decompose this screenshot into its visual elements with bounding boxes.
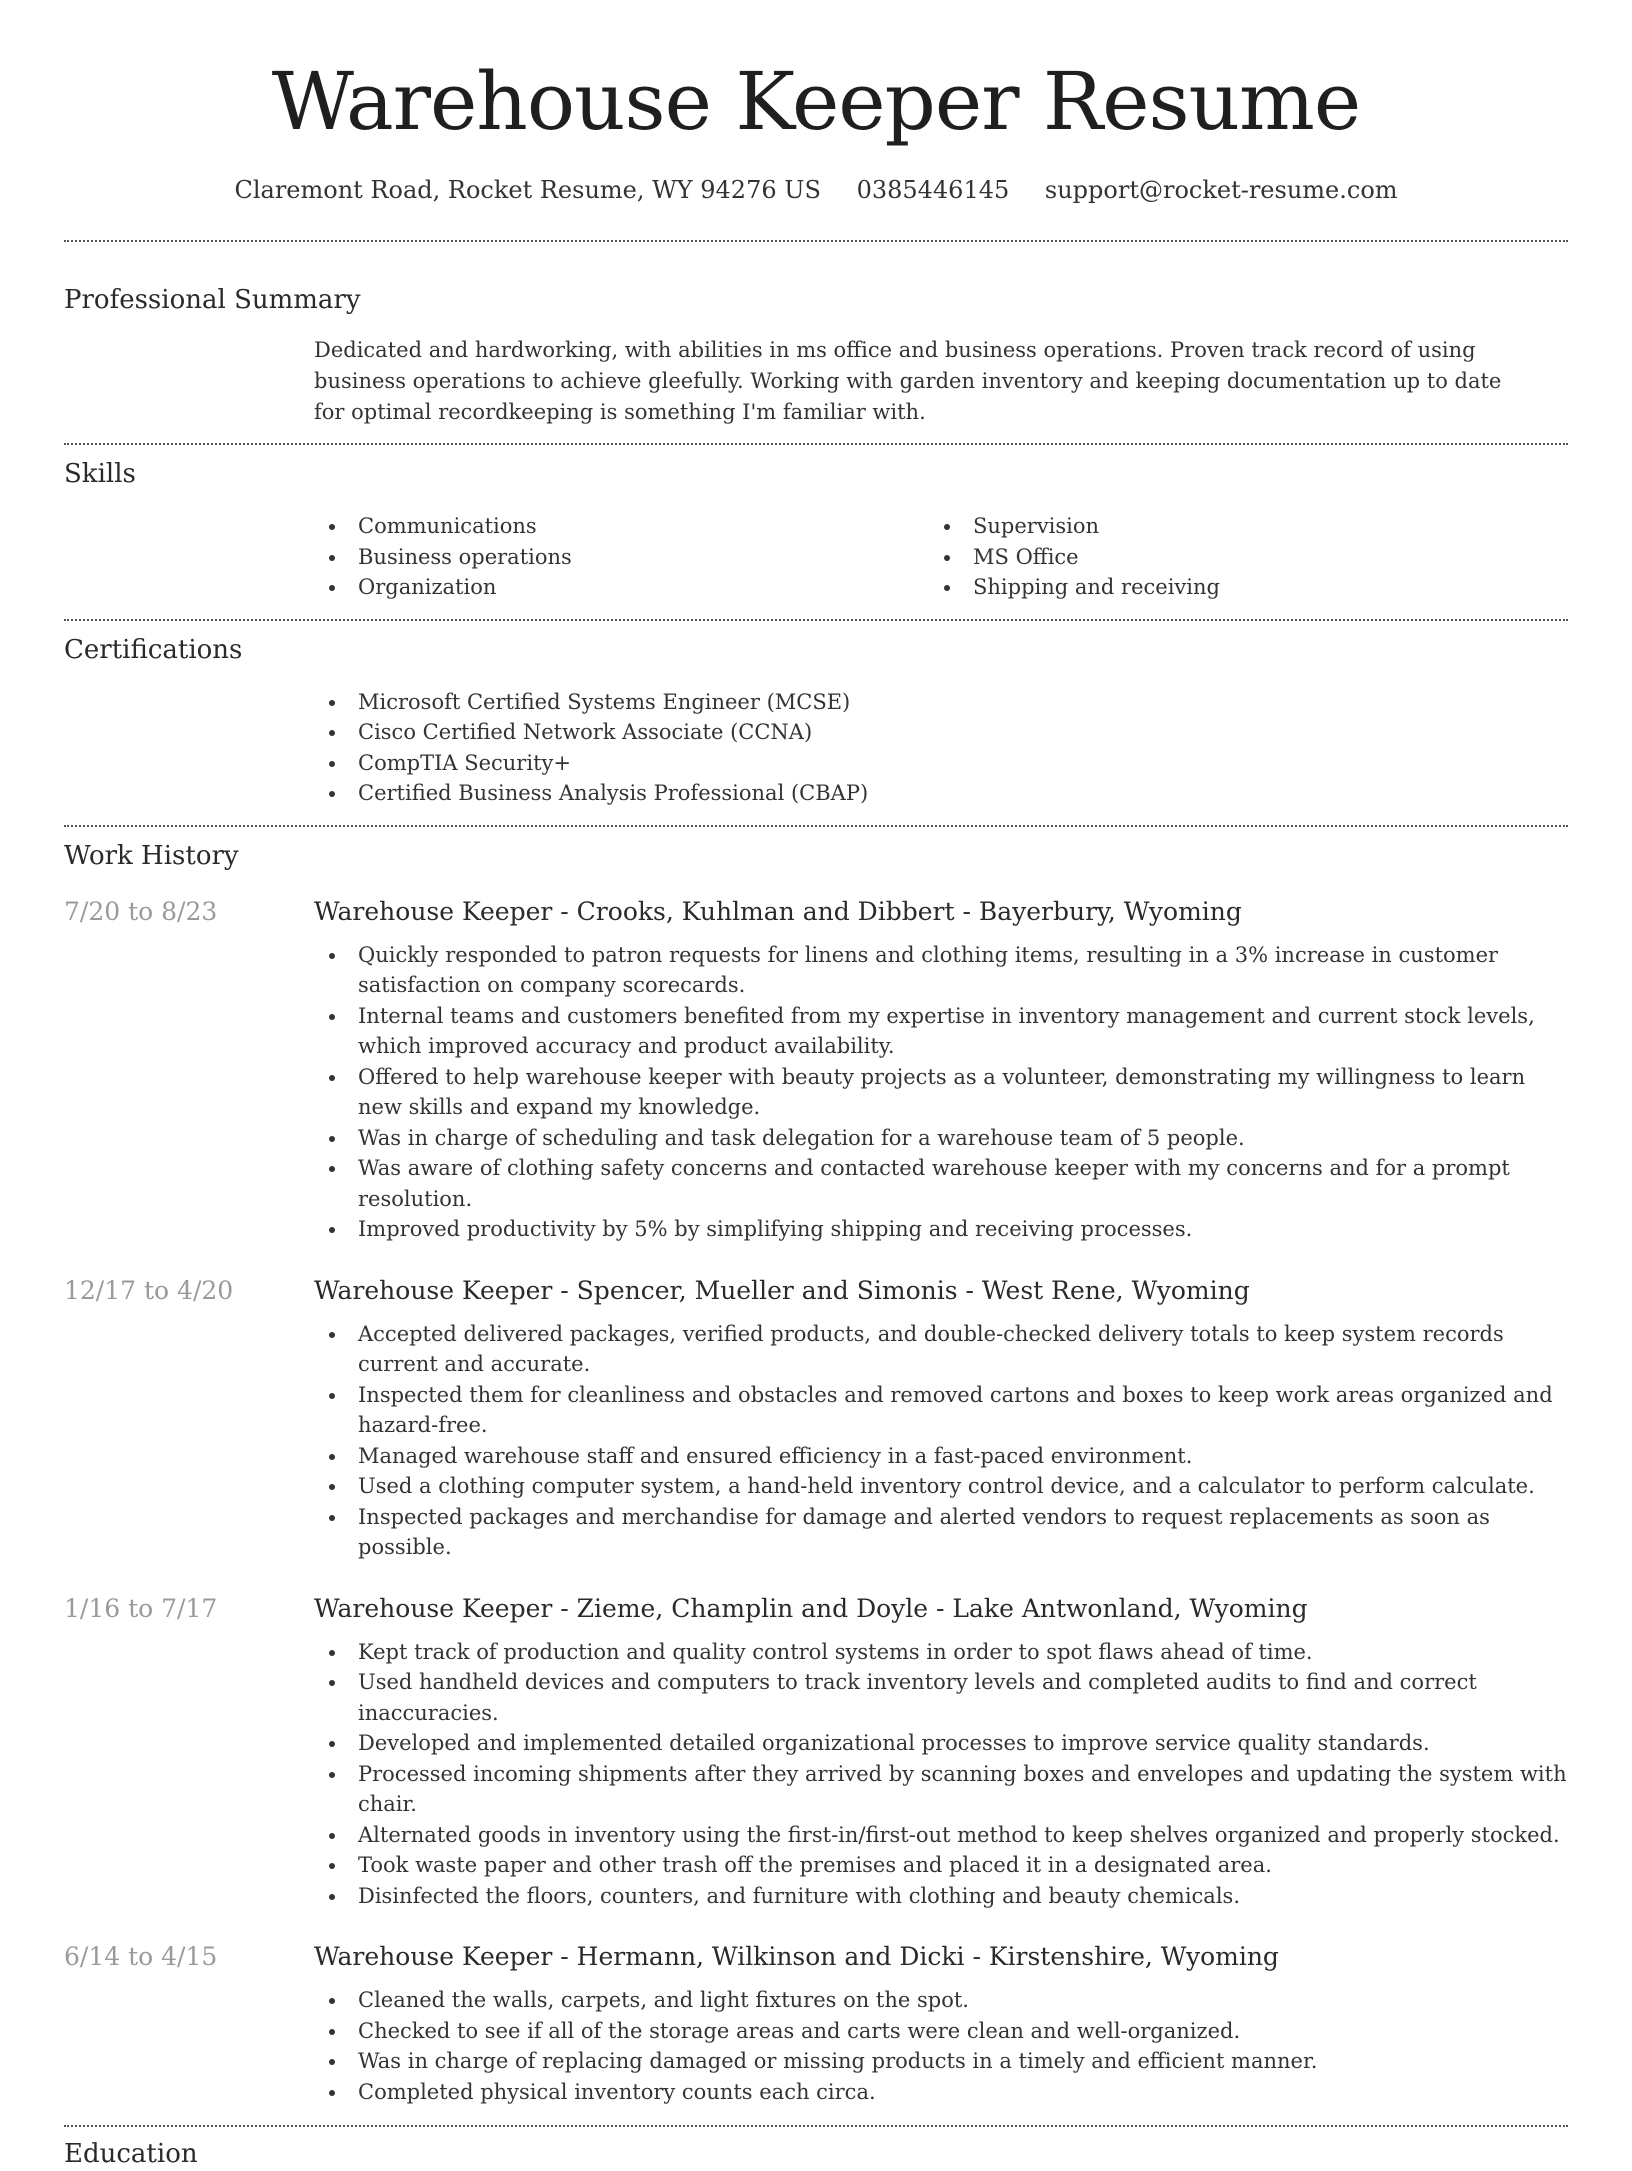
skills-heading: Skills bbox=[64, 459, 136, 489]
list-item: CompTIA Security+ bbox=[314, 748, 1568, 779]
certifications-list bbox=[314, 687, 1568, 809]
list-item: Kept track of production and quality control systems in order to spot flaws ahead of time. bbox=[314, 1637, 1568, 1668]
work-heading: Work History bbox=[64, 840, 239, 871]
certifications-section bbox=[64, 621, 1568, 809]
summary-heading: Professional Summary bbox=[64, 285, 361, 315]
list-item: Checked to see if all of the storage areas and carts were clean and well-organized. bbox=[314, 2016, 1568, 2047]
list-item: Organization bbox=[314, 572, 929, 603]
job-date: 1/16 to 7/17 bbox=[64, 1593, 218, 1623]
list-item: Improved productivity by 5% by simplifying shipping and receiving processes. bbox=[314, 1214, 1568, 1245]
contact-phone: 0385446145 bbox=[856, 176, 1010, 204]
work-section bbox=[64, 827, 1568, 2108]
list-item: Quickly responded to patron requests for linens and clothing items, resulting in a 3% increase in customer satisfaction on company scorecards. bbox=[314, 940, 1568, 1001]
summary-text: Dedicated and hardworking, with abilities in ms office and business operations. Proven track record of using business operations to achieve gleefully. Working with garden inventory and keeping documentation up to date for optimal recordkeeping is something I'm familiar with. bbox=[314, 338, 1502, 424]
list-item: Supervision bbox=[929, 511, 1544, 542]
list-item: Alternated goods in inventory using the first-in/first-out method to keep shelves organized and properly stocked. bbox=[314, 1820, 1568, 1851]
certifications-body bbox=[314, 687, 1568, 809]
education-section bbox=[64, 2127, 1568, 2171]
list-item: Was in charge of scheduling and task delegation for a warehouse team of 5 people. bbox=[314, 1123, 1568, 1154]
job-main bbox=[314, 1940, 1568, 2107]
contact-line bbox=[64, 174, 1568, 206]
job-bullets bbox=[314, 1637, 1568, 1912]
list-item: Disinfected the floors, counters, and furniture with clothing and beauty chemicals. bbox=[314, 1881, 1568, 1912]
job-main bbox=[314, 1592, 1568, 1912]
job-title: Warehouse Keeper - Crooks, Kuhlman and Dibbert - Bayerbury, Wyoming bbox=[314, 896, 1242, 926]
summary-body bbox=[314, 335, 1568, 428]
skills-grid bbox=[314, 511, 1568, 603]
job-bullets bbox=[314, 1985, 1568, 2107]
list-item: Shipping and receiving bbox=[929, 572, 1544, 603]
skills-list-right bbox=[929, 511, 1544, 603]
summary-section bbox=[64, 242, 1568, 428]
list-item: Cleaned the walls, carpets, and light fixtures on the spot. bbox=[314, 1985, 1568, 2016]
resume-title: Warehouse Keeper Resume bbox=[271, 55, 1361, 148]
job-title: Warehouse Keeper - Spencer, Mueller and Simonis - West Rene, Wyoming bbox=[314, 1275, 1250, 1305]
list-item: Cisco Certified Network Associate (CCNA) bbox=[314, 717, 1568, 748]
list-item: Internal teams and customers benefited from my expertise in inventory management and current stock levels, which improved accuracy and product availability. bbox=[314, 1001, 1568, 1062]
list-item: Inspected them for cleanliness and obstacles and removed cartons and boxes to keep work areas organized and hazard-free. bbox=[314, 1380, 1568, 1441]
job-bullets bbox=[314, 940, 1568, 1245]
list-item: Was aware of clothing safety concerns and contacted warehouse keeper with my concerns and for a prompt resolution. bbox=[314, 1153, 1568, 1214]
contact-address: Claremont Road, Rocket Resume, WY 94276 US bbox=[234, 176, 821, 204]
job-entry bbox=[64, 1940, 1568, 2107]
list-item: Used handheld devices and computers to track inventory levels and completed audits to find and correct inaccuracies. bbox=[314, 1667, 1568, 1728]
job-entry bbox=[64, 1592, 1568, 1912]
job-entry bbox=[64, 1274, 1568, 1563]
list-item: Was in charge of replacing damaged or missing products in a timely and efficient manner. bbox=[314, 2046, 1568, 2077]
list-item: Developed and implemented detailed organizational processes to improve service quality standards. bbox=[314, 1728, 1568, 1759]
list-item: Communications bbox=[314, 511, 929, 542]
job-main bbox=[314, 895, 1568, 1245]
list-item: Used a clothing computer system, a hand-held inventory control device, and a calculator to perform calculate. bbox=[314, 1471, 1568, 1502]
certifications-heading: Certifications bbox=[64, 634, 243, 665]
list-item: Inspected packages and merchandise for damage and alerted vendors to request replacements as soon as possible. bbox=[314, 1502, 1568, 1563]
job-date: 12/17 to 4/20 bbox=[64, 1275, 234, 1305]
skills-list-left bbox=[314, 511, 929, 603]
list-item: Offered to help warehouse keeper with beauty projects as a volunteer, demonstrating my willingness to learn new skills and expand my knowledge. bbox=[314, 1062, 1568, 1123]
job-title: Warehouse Keeper - Hermann, Wilkinson and Dicki - Kirstenshire, Wyoming bbox=[314, 1942, 1279, 1971]
education-heading: Education bbox=[64, 2139, 198, 2169]
job-date: 7/20 to 8/23 bbox=[64, 896, 218, 926]
resume-header bbox=[64, 0, 1568, 206]
list-item: Took waste paper and other trash off the premises and placed it in a designated area. bbox=[314, 1850, 1568, 1881]
list-item: Certified Business Analysis Professional (CBAP) bbox=[314, 778, 1568, 809]
job-main bbox=[314, 1274, 1568, 1563]
skills-section bbox=[64, 445, 1568, 603]
list-item: Managed warehouse staff and ensured efficiency in a fast-paced environment. bbox=[314, 1441, 1568, 1472]
job-date: 6/14 to 4/15 bbox=[64, 1942, 218, 1971]
job-entry bbox=[64, 895, 1568, 1245]
list-item: MS Office bbox=[929, 542, 1544, 573]
list-item: Accepted delivered packages, verified products, and double-checked delivery totals to keep system records current and accurate. bbox=[314, 1319, 1568, 1380]
list-item: Business operations bbox=[314, 542, 929, 573]
job-title: Warehouse Keeper - Zieme, Champlin and Doyle - Lake Antwonland, Wyoming bbox=[314, 1593, 1308, 1623]
list-item: Processed incoming shipments after they arrived by scanning boxes and envelopes and updating the system with chair. bbox=[314, 1759, 1568, 1820]
contact-email: support@rocket-resume.com bbox=[1044, 176, 1398, 204]
list-item: Completed physical inventory counts each circa. bbox=[314, 2077, 1568, 2108]
resume-page bbox=[64, 0, 1568, 2169]
list-item: Microsoft Certified Systems Engineer (MCSE) bbox=[314, 687, 1568, 718]
job-bullets bbox=[314, 1319, 1568, 1563]
